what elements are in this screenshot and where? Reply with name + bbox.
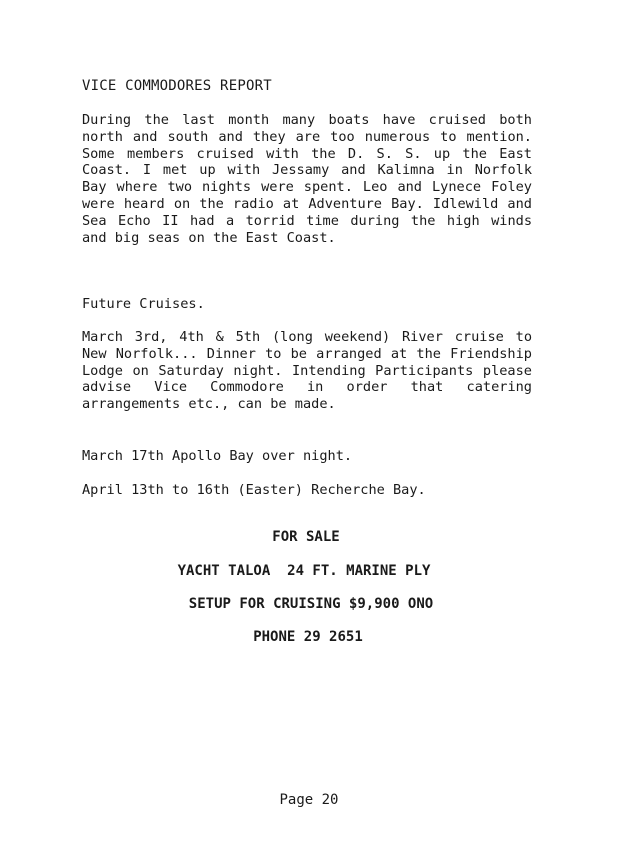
recherche-bay-paragraph: April 13th to 16th (Easter) Recherche Bay. xyxy=(82,482,426,498)
for-sale-setup-line: SETUP FOR CRUISING $9,900 ONO xyxy=(188,596,434,612)
report-heading: VICE COMMODORES REPORT xyxy=(82,78,272,94)
for-sale-title: FOR SALE xyxy=(272,529,340,545)
future-cruises-heading: Future Cruises. xyxy=(82,296,205,312)
river-cruise-paragraph: March 3rd, 4th & 5th (long weekend) River cruise to New Norfolk... Dinner to be arranged at the Friendship Lodge on Saturday night. Intending Participants please advise Vice Commodore in order that catering arrangements etc., can be made. xyxy=(82,329,532,413)
apollo-bay-paragraph: March 17th Apollo Bay over night. xyxy=(82,448,353,464)
page-number: Page 20 xyxy=(279,792,339,808)
for-sale-yacht-line: YACHT TALOA 24 FT. MARINE PLY xyxy=(177,563,431,579)
for-sale-phone-line: PHONE 29 2651 xyxy=(253,629,363,645)
cruise-report-paragraph: During the last month many boats have cruised both north and south and they are too numerous to mention. Some members cruised with the D. S. S. up the East Coast. I met up with Jessamy and Kalimna in Norfolk Bay where two nights were spent. Leo and Lynece Foley were heard on the radio at Adventure Bay. Idlewild and Sea Echo II had a torrid time during the high winds and big seas on the East Coast. xyxy=(82,112,532,246)
